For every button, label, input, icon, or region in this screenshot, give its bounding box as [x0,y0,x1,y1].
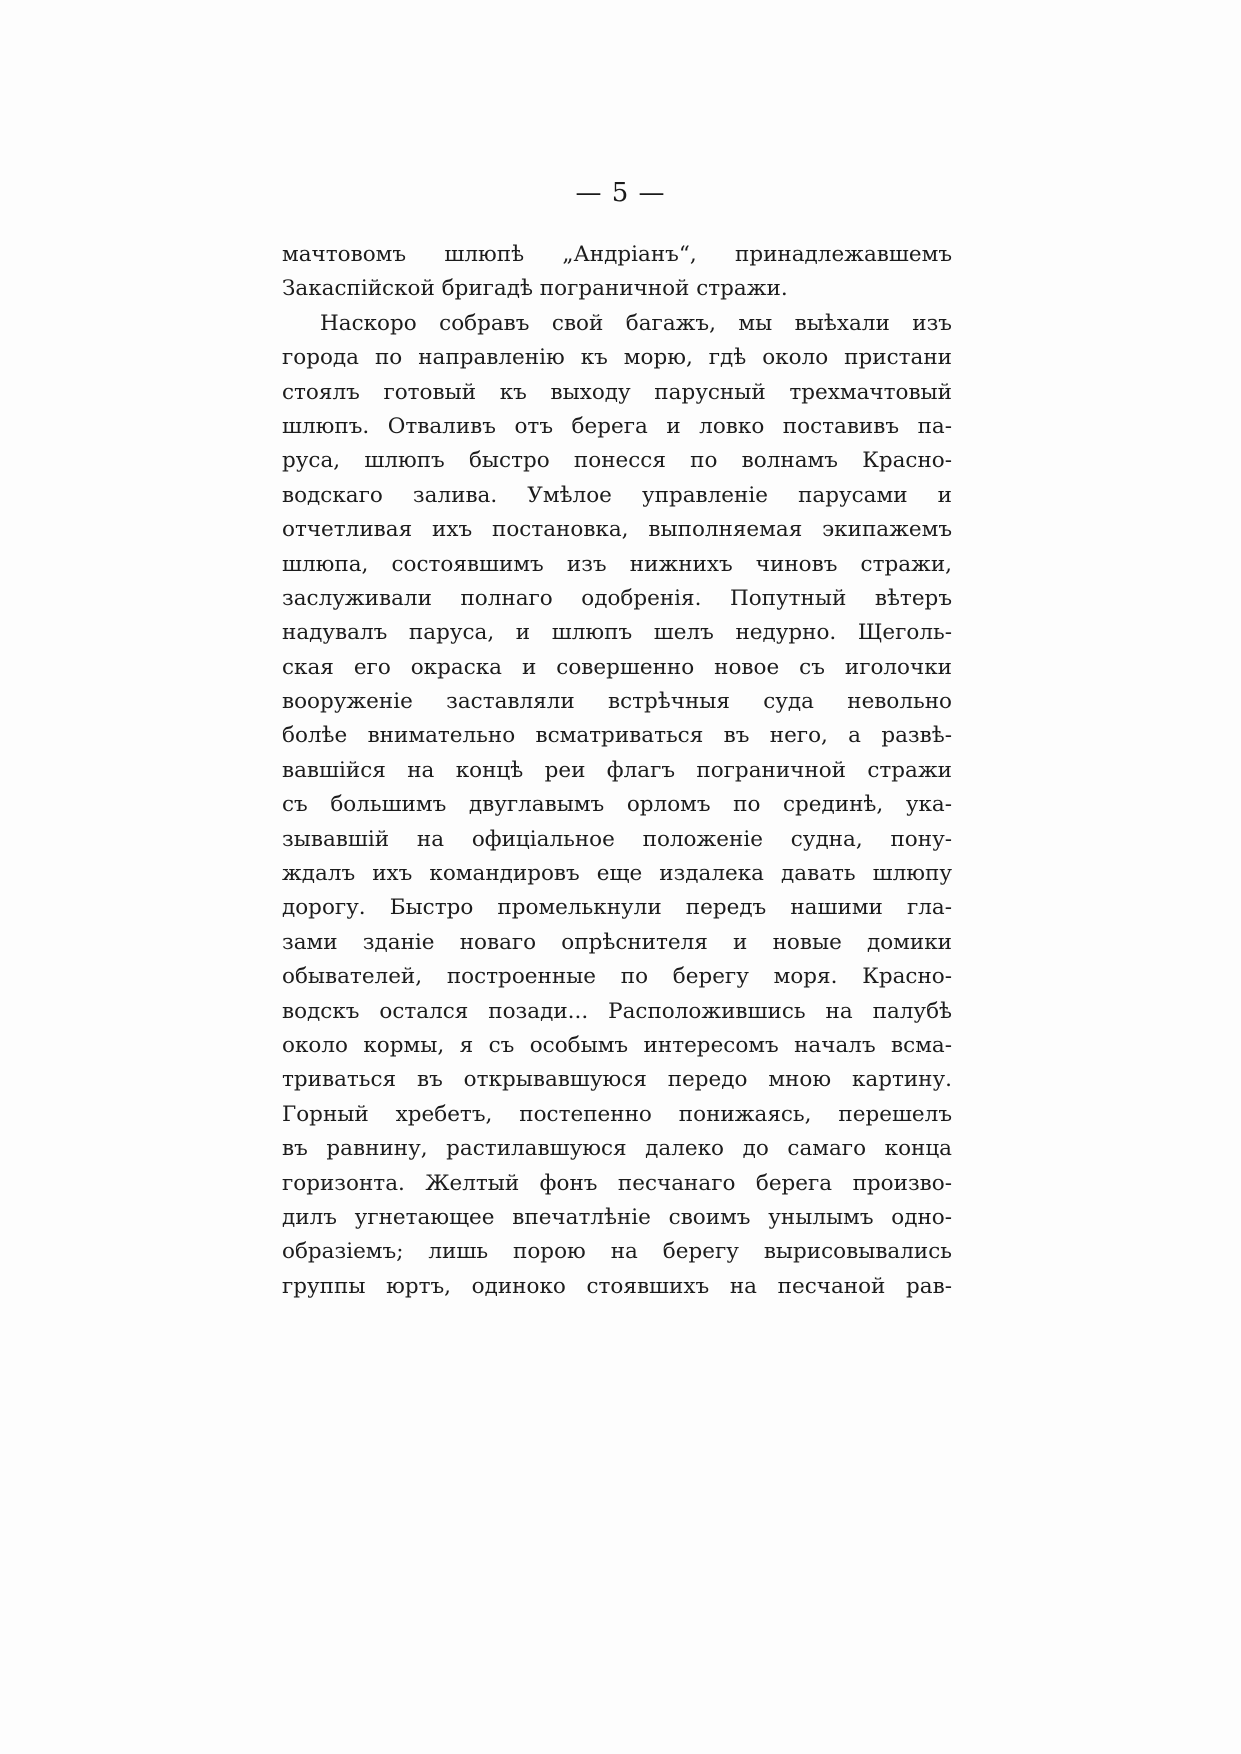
text-line: надувалъ паруса, и шлюпъ шелъ недурно. Щеголь- [282,620,952,646]
text-line: съ большимъ двуглавымъ орломъ по срединѣ, ука- [282,792,952,818]
text-line: вавшійся на концѣ реи флагъ пограничной стражи [282,757,952,783]
text-line: Горный хребетъ, постепенно понижаясь, перешелъ [282,1101,952,1127]
text-line: заслуживали полнаго одобренія. Попутный вѣтеръ [282,585,952,611]
text-line: образіемъ; лишь порою на берегу вырисовывались [282,1239,952,1265]
text-line: стоялъ готовый къ выходу парусный трехмачтовый [282,379,952,405]
text-line: мачтовомъ шлюпѣ „Андріанъ“, принадлежавшемъ [282,242,952,267]
text-line: группы юртъ, одиноко стоявшихъ на песчаной рав- [282,1273,952,1299]
text-line: зывавшій на офиціальное положеніе судна, пону- [282,826,952,852]
text-line: вооруженіе заставляли встрѣчныя суда невольно [282,689,952,715]
text-line: отчетливая ихъ постановка, выполняемая экипажемъ [282,517,952,543]
text-line: болѣе внимательно всматриваться въ него, а развѣ- [282,723,952,749]
text-line: шлюпа, состоявшимъ изъ нижнихъ чиновъ стражи, [282,551,952,577]
text-line: триваться въ открывавшуюся передо мною картину. [282,1067,952,1093]
text-line: ждалъ ихъ командировъ еще издалека давать шлюпу [282,861,952,887]
text-line: въ равнину, растилавшуюся далеко до самаго конца [282,1136,952,1162]
body-text [282,238,952,1304]
text-line: руса, шлюпъ быстро понесся по волнамъ Красно- [282,448,952,474]
text-line: шлюпъ. Отваливъ отъ берега и ловко поставивъ па- [282,413,952,439]
text-line: Закаспійской бригадѣ пограничной стражи. [282,276,788,302]
text-line: дорогу. Быстро промелькнули передъ нашими гла- [282,895,952,921]
page-number: — 5 — [575,178,666,208]
text-line: горизонта. Желтый фонъ песчанаго берега произво- [282,1170,952,1196]
text-line: зами зданіе новаго опрѣснителя и новые домики [282,929,952,955]
text-line: Наскоро собравъ свой багажъ, мы выѣхали изъ [320,310,952,336]
text-line: около кормы, я съ особымъ интересомъ началъ всма- [282,1032,952,1058]
text-line: ская его окраска и совершенно новое съ иголочки [282,654,952,680]
text-line: водскъ остался позади... Расположившись на палубѣ [282,998,952,1024]
text-line: обывателей, построенные по берегу моря. Красно- [282,964,952,990]
text-line: водскаго залива. Умѣлое управленіе парусами и [282,482,952,508]
text-line: дилъ угнетающее впечатлѣніе своимъ унылымъ одно- [282,1204,952,1230]
text-line: города по направленію къ морю, гдѣ около пристани [282,345,952,371]
